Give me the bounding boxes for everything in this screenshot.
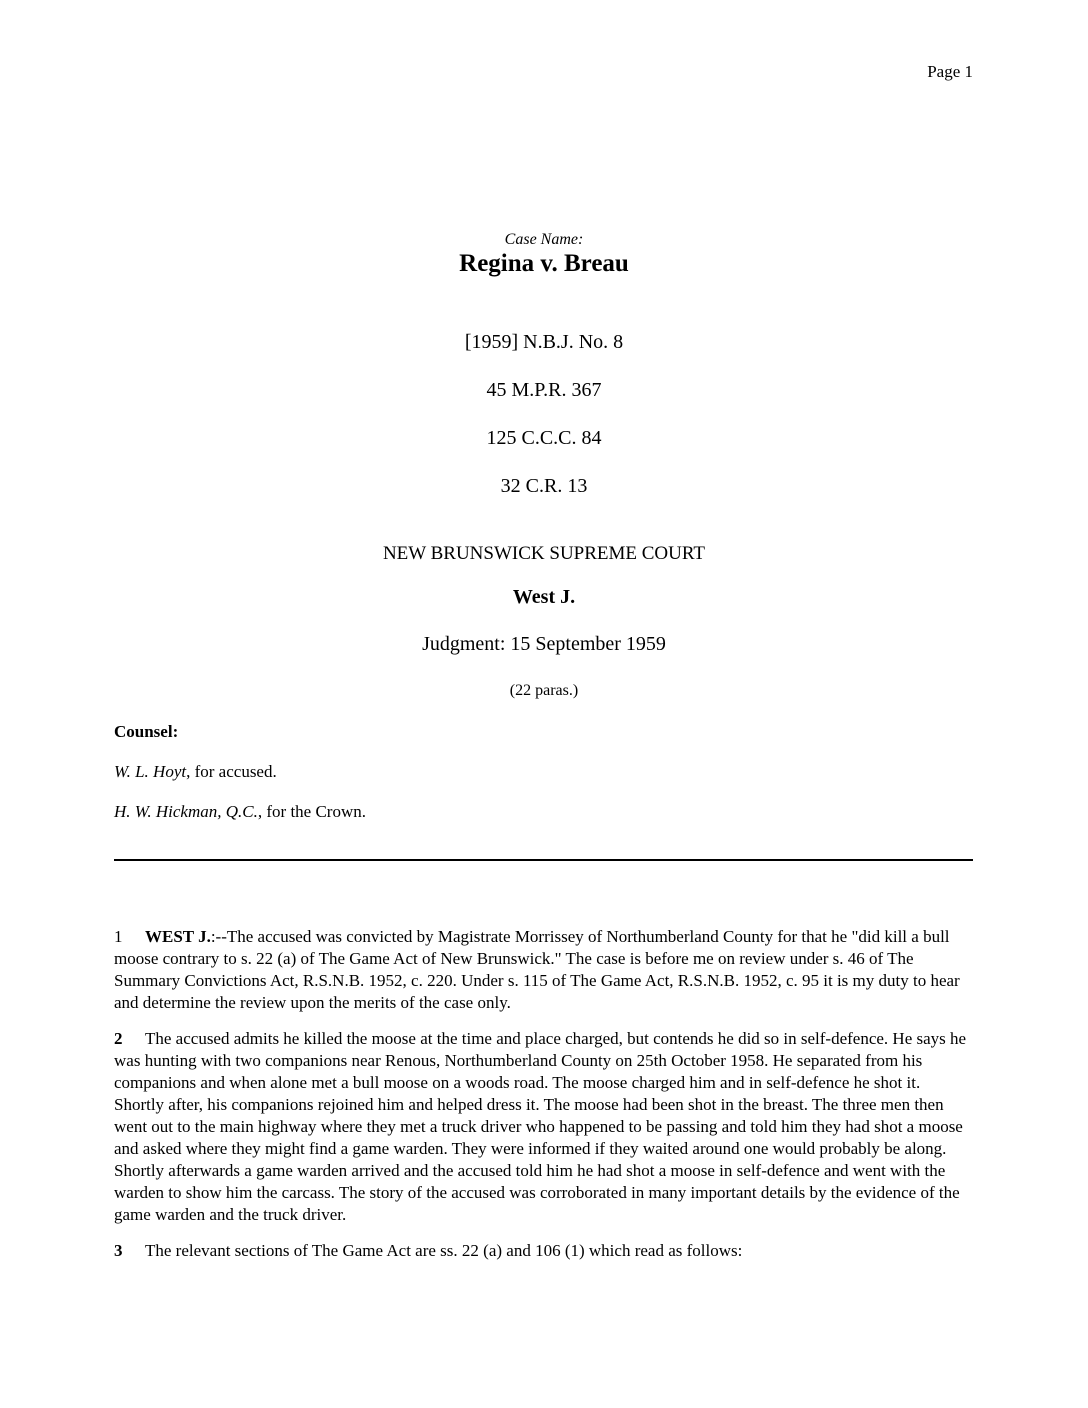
paragraph-text: :--The accused was convicted by Magistrate Morrissey of Northumberland County for that he "did kill a bull moose contrary to s. 22 (a) of The Game Act of New Brunswick." The case is before me on review under s. 46 of The Summary Convictions Act, R.S.N.B. 1952, c. 220. Under s. 115 of The Game Act, R.S.N.B. 1952, c. 95 it is my duty to hear and determine the review upon the merits of the case only. <box>114 927 960 1012</box>
counsel-entry <box>114 802 366 822</box>
page-number: Page 1 <box>927 62 973 81</box>
paragraph-number: 1 <box>114 927 123 946</box>
paragraph-number: 2 <box>114 1029 123 1048</box>
paragraph-number: 3 <box>114 1241 123 1260</box>
citation-4: 32 C.R. 13 <box>500 475 588 497</box>
counsel-role: , for the Crown. <box>257 802 366 821</box>
paragraph-lead: WEST J. <box>145 927 211 946</box>
paragraph-count: (22 paras.) <box>509 682 579 699</box>
paragraph-text: The relevant sections of The Game Act are ss. 22 (a) and 106 (1) which read as follows: <box>145 1241 743 1260</box>
judgment-date: Judgment: 15 September 1959 <box>422 633 666 655</box>
paragraph-3 <box>114 1240 974 1262</box>
section-divider <box>114 859 973 861</box>
citation-3: 125 C.C.C. 84 <box>486 427 602 449</box>
paragraph-2 <box>114 1028 974 1226</box>
counsel-role: , for accused. <box>186 762 277 781</box>
counsel-entry <box>114 762 277 782</box>
judge-name: West J. <box>512 586 576 608</box>
counsel-name: W. L. Hoyt <box>114 762 187 781</box>
judgment-body <box>114 926 974 1276</box>
case-name-label: Case Name: <box>504 231 584 248</box>
citation-1: [1959] N.B.J. No. 8 <box>464 331 624 353</box>
paragraph-1 <box>114 926 974 1014</box>
paragraph-text: The accused admits he killed the moose at the time and place charged, but contends he did so in self-defence. He says he was hunting with two companions near Renous, Northumberland County on 25th October 1958. He separated from his companions and when alone met a bull moose on a woods road. The moose charged him and in self-defence he shot it. Shortly after, his companions rejoined him and helped dress it. The moose had been shot in the breast. The three men then went out to the main highway where they met a truck driver who happened to be passing and told him they had shot a moose and asked where they might find a game warden. They were informed if they waited around one would probably be along. Shortly afterwards a game warden arrived and the accused told him he had shot a moose in self-defence and went with the warden to show him the carcass. The story of the accused was corroborated in many important details by the evidence of the game warden and the truck driver. <box>114 1029 967 1224</box>
counsel-heading: Counsel: <box>114 722 179 741</box>
court-name: NEW BRUNSWICK SUPREME COURT <box>382 543 706 564</box>
case-title: Regina v. Breau <box>459 250 629 277</box>
citation-2: 45 M.P.R. 367 <box>486 379 602 401</box>
counsel-name: H. W. Hickman, Q.C. <box>114 802 258 821</box>
